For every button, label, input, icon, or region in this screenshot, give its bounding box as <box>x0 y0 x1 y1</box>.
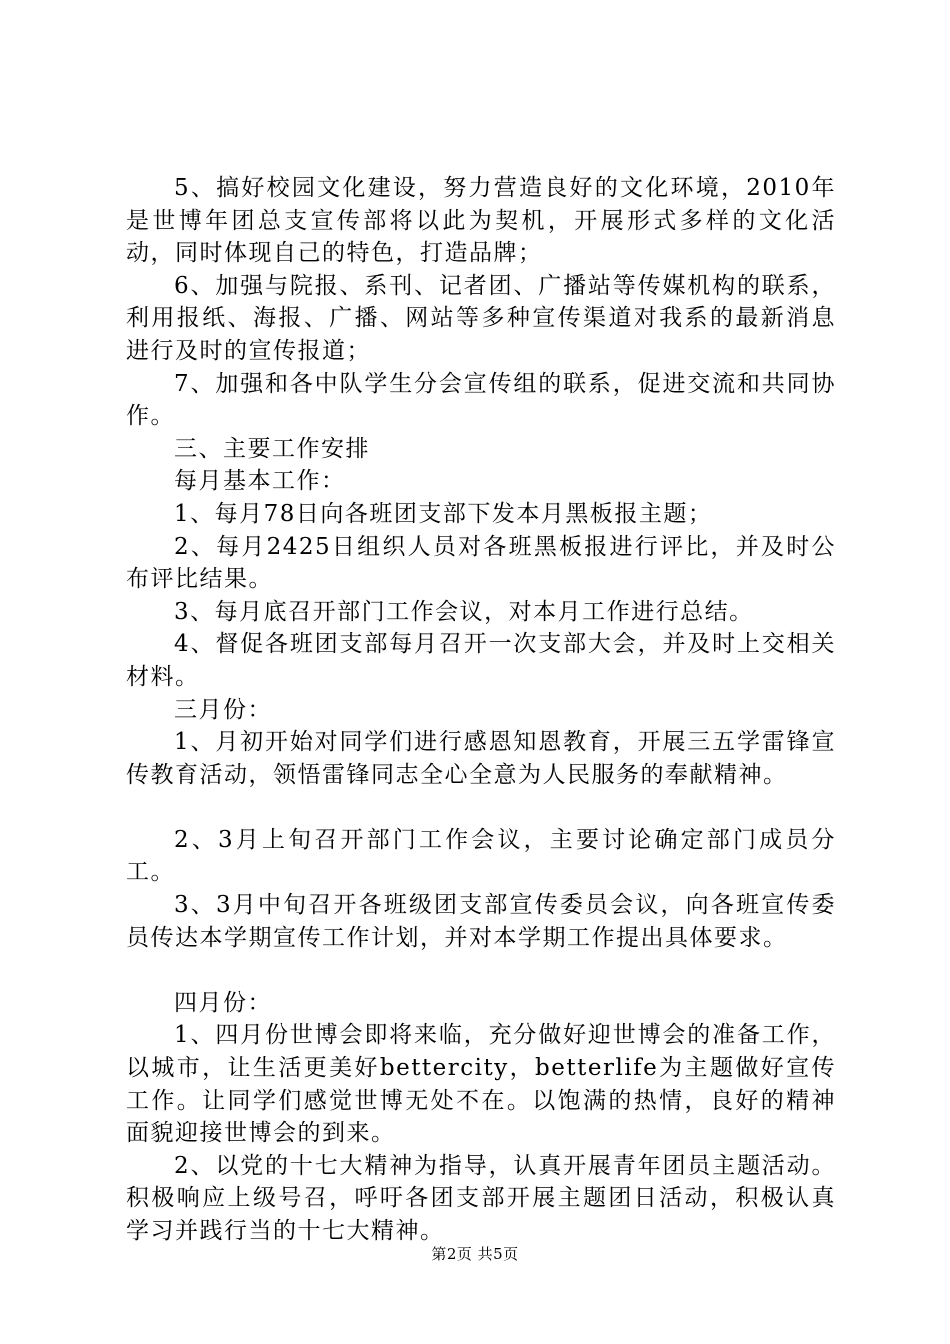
monthly-item-3: 3、每月底召开部门工作会议，对本月工作进行总结。 <box>174 598 754 625</box>
monthly-item-1: 1、每月78日向各班团支部下发本月黑板报主题； <box>174 500 713 527</box>
monthly-item-4: 4、督促各班团支部每月召开一次支部大会，并及时上交相关材料。 <box>126 631 836 690</box>
paragraph-spacer <box>126 954 836 987</box>
paragraph-item-5: 5、搞好校园文化建设，努力营造良好的文化环境，2010年是世博年团总支宣传部将以此为契机，开展形式多样的文化活动，同时体现自己的特色，打造品牌； <box>126 175 836 267</box>
march-item-1: 1、月初开始对同学们进行感恩知恩教育，开展三五学雷锋宣传教育活动，领悟雷锋同志全心全意为人民服务的奉献精神。 <box>126 729 836 788</box>
march-item-2: 2、3月上旬召开部门工作会议，主要讨论确定部门成员分工。 <box>126 826 836 886</box>
page-footer: 第2页 共5页 <box>431 1245 519 1263</box>
subheading-march: 三月份： <box>174 696 272 723</box>
subheading-april: 四月份： <box>174 989 272 1016</box>
paragraph-spacer <box>126 791 836 824</box>
document-body <box>126 172 836 1248</box>
section-heading-main-work: 三、主要工作安排 <box>174 435 370 462</box>
april-item-1: 1、四月份世博会即将来临，充分做好迎世博会的准备工作，以城市，让生活更美好bettercity，betterlife为主题做好宣传工作。让同学们感觉世博无处不在。以饱满的热情，良好的精神面貌迎接世博会的到来。 <box>126 1022 836 1147</box>
march-item-3: 3、3月中旬召开各班级团支部宣传委员会议，向各班宣传委员传达本学期宣传工作计划，并对本学期工作提出具体要求。 <box>126 892 836 951</box>
april-item-2: 2、以党的十七大精神为指导，认真开展青年团员主题活动。积极响应上级号召，呼吁各团支部开展主题团日活动，积极认真学习并践行当的十七大精神。 <box>126 1152 836 1244</box>
paragraph-item-7: 7、加强和各中队学生分会宣传组的联系，促进交流和共同协作。 <box>126 370 836 430</box>
paragraph-item-6: 6、加强与院报、系刊、记者团、广播站等传媒机构的联系，利用报纸、海报、广播、网站等多种宣传渠道对我系的最新消息进行及时的宣传报道； <box>126 272 836 364</box>
monthly-item-2: 2、每月2425日组织人员对各班黑板报进行评比，并及时公布评比结果。 <box>126 533 836 593</box>
subheading-monthly-work: 每月基本工作： <box>174 468 346 495</box>
